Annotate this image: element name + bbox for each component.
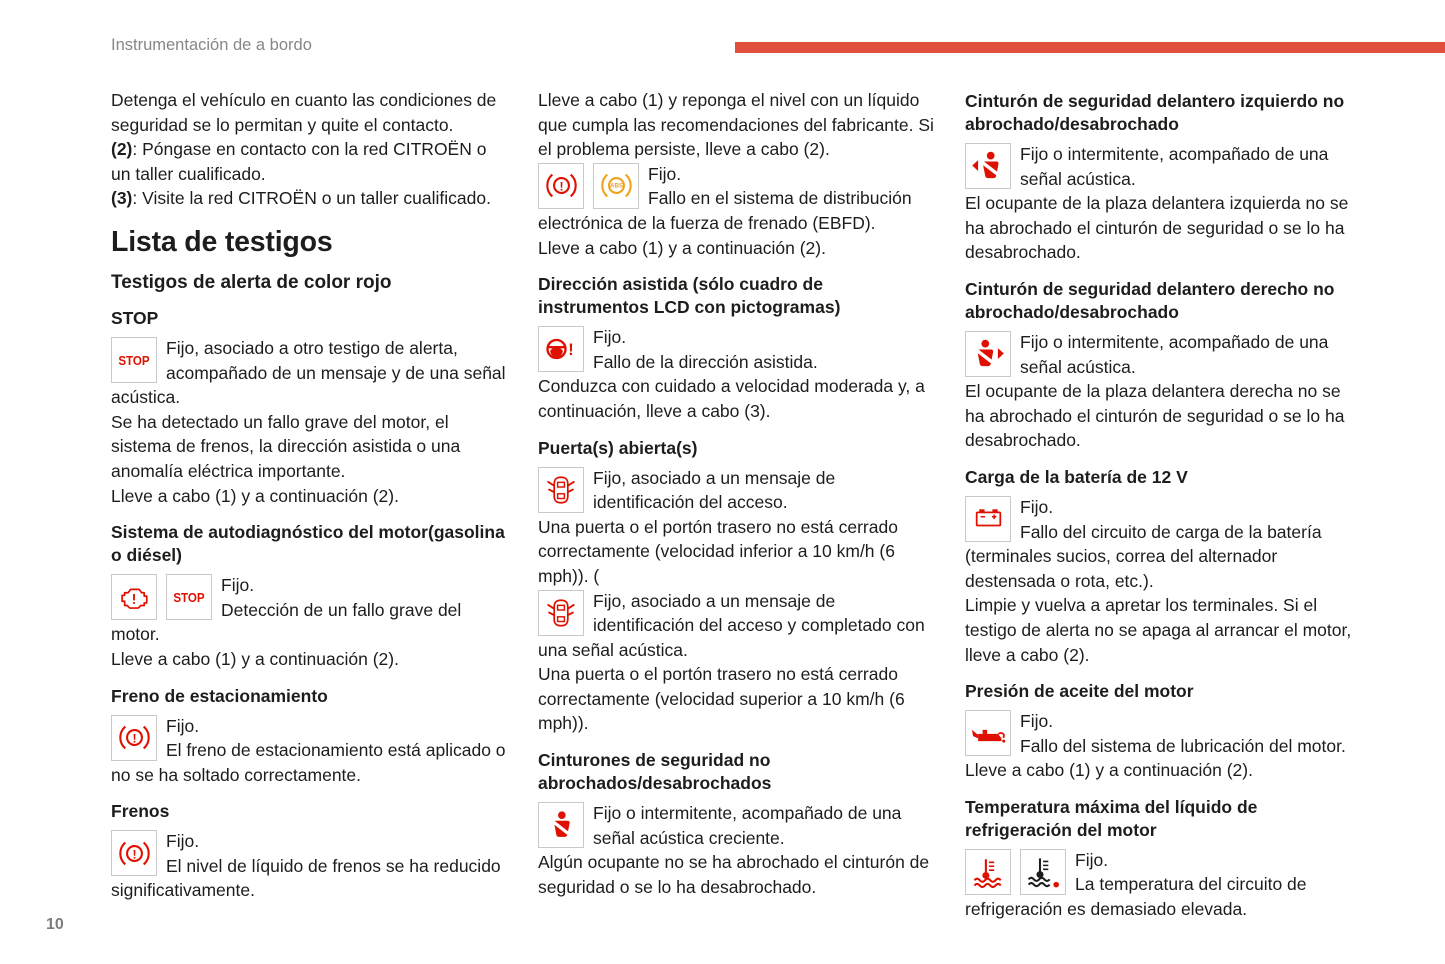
engine-icon (111, 574, 157, 620)
column-middle (538, 88, 934, 922)
paragraph-text: : Póngase en contacto con la red CITROËN o un taller cualificado. (111, 139, 487, 184)
paragraph-text: Lleve a cabo (1) y a continuación (2). (538, 237, 826, 258)
warning-lamp-entry: Fijo o intermitente, acompañado de una señal acústica. (965, 330, 1357, 379)
brake-warning-icon (111, 715, 157, 761)
warning-lamp-entry: Fijo. La temperatura del circuito de refrigeración es demasiado elevada. (965, 849, 1307, 920)
body-paragraph (965, 379, 1357, 453)
paragraph-text: El ocupante de la plaza delantera izquierda no se ha abrochado el cinturón de seguridad o se lo ha desabrochado. (965, 193, 1349, 263)
bold-reference: (2) (111, 139, 133, 160)
section-heading: STOP (111, 307, 159, 328)
page-number: 10 (46, 916, 64, 933)
oil-pressure-icon (965, 710, 1011, 756)
seatbelt-left-icon (965, 143, 1011, 189)
paragraph-text: Algún ocupante no se ha abrochado el cinturón de seguridad o se lo ha desabrochado. (538, 852, 930, 897)
section-heading: Temperatura máxima del líquido de refrigeración del motor (965, 796, 1258, 840)
brake-warning-icon (111, 830, 157, 876)
steering-failure-icon (538, 326, 584, 372)
page-title: Lista de testigos (111, 225, 333, 258)
body-paragraph (111, 410, 507, 484)
warning-lamp-entry: Fijo. Fallo del circuito de carga de la batería (terminales sucios, correa del alternador destensada o rota, etc.). (965, 496, 1322, 591)
paragraph-text: Limpie y vuelva a apretar los terminales. Si el testigo de alerta no se apaga al arrancar el motor, lleve a cabo (2). (965, 595, 1352, 665)
paragraph-text: Lleve a cabo (1) y a continuación (2). (111, 485, 399, 506)
body-paragraph (111, 484, 507, 509)
warning-lamp-entry: STOP Fijo. Detección de un fallo grave del motor. (111, 575, 462, 645)
seatbelt-right-icon (965, 331, 1011, 377)
paragraph-text: Se ha detectado un fallo grave del motor, el sistema de frenos, la dirección asistida o una anomalía eléctrica importante. (111, 411, 461, 481)
warning-lamp-entry: Fijo, asociado a un mensaje de identificación del acceso. (538, 466, 934, 515)
svg-text:ABS: ABS (609, 182, 623, 190)
svg-text:!: ! (558, 179, 564, 194)
section-heading: Cinturón de seguridad delantero derecho no abrochado/desabrochado (965, 278, 1335, 322)
body-paragraph (111, 647, 507, 672)
warning-lamp-entry: Fijo, asociado a un mensaje de identificación del acceso y completado con una señal acústica. (538, 590, 925, 660)
coolant-temp-red-icon (965, 849, 1011, 895)
warning-lamp-entry: Fijo. Fallo del sistema de lubricación del motor. (965, 709, 1357, 758)
warning-lamp-entry: ! Fijo. El freno de estacionamiento está aplicado o no se ha soltado correctamente. (111, 715, 506, 785)
door-open-icon (538, 590, 584, 636)
page-header-label: Instrumentación de a bordo (111, 36, 312, 54)
body-paragraph (538, 236, 934, 261)
stop-icon (166, 574, 212, 620)
warning-lamp-entry: ! Fijo. El nivel de líquido de frenos se ha reducido significativamente. (111, 831, 501, 901)
section-heading: Freno de estacionamiento (111, 685, 328, 706)
svg-text:STOP: STOP (173, 590, 205, 606)
section-heading: Carga de la batería de 12 V (965, 466, 1188, 487)
header-accent-bar (735, 42, 1445, 53)
section-heading: Presión de aceite del motor (965, 681, 1194, 702)
section-heading: Dirección asistida (sólo cuadro de instrumentos LCD con pictogramas) (538, 274, 841, 318)
svg-text:!: ! (131, 847, 137, 862)
body-paragraph (965, 191, 1357, 265)
door-open-icon (538, 467, 584, 513)
body-paragraph (965, 758, 1357, 783)
body-paragraph (538, 662, 934, 736)
column-right (965, 88, 1357, 922)
warning-lamp-entry: ! Fijo. Fallo de la dirección asistida. (538, 325, 934, 374)
abs-icon (593, 163, 639, 209)
warning-lamp-entry: STOP Fijo, asociado a otro testigo de alerta, acompañado de un mensaje y de una señal acústica. (111, 337, 506, 408)
svg-text:STOP: STOP (118, 353, 150, 369)
content-columns (111, 88, 1357, 922)
section-heading: Cinturones de seguridad no abrochados/desabrochados (538, 750, 772, 794)
paragraph-text: Una puerta o el portón trasero no está cerrado correctamente (velocidad inferior a 10 km/h (6 mph)). ( (538, 516, 898, 586)
bold-reference: (3) (111, 188, 133, 209)
warning-lamp-entry: Fijo o intermitente, acompañado de una señal acústica. (965, 142, 1357, 191)
paragraph-text: Lleve a cabo (1) y a continuación (2). (111, 648, 399, 669)
coolant-temp-black-icon (1020, 849, 1066, 895)
battery-icon (965, 496, 1011, 542)
body-paragraph (111, 186, 507, 211)
body-paragraph (111, 137, 507, 186)
body-paragraph (538, 374, 934, 423)
section-heading: Cinturón de seguridad delantero izquierdo no abrochado/desabrochado (965, 91, 1345, 134)
paragraph-text: Una puerta o el portón trasero no está cerrado correctamente (velocidad superior a 10 km/h (6 mph)). (538, 664, 905, 734)
paragraph-text: Conduzca con cuidado a velocidad moderada y, a continuación, lleve a cabo (3). (538, 376, 925, 421)
stop-icon (111, 337, 157, 383)
brake-warning-icon (538, 163, 584, 209)
body-paragraph (538, 850, 934, 899)
paragraph-text: Lleve a cabo (1) y reponga el nivel con un líquido que cumpla las recomendaciones del fabricante. Si el problema persiste, lleve a cabo (2). (538, 90, 934, 160)
svg-text:!: ! (568, 341, 574, 360)
paragraph-text: Lleve a cabo (1) y a continuación (2). (965, 760, 1253, 781)
subsection-title: Testigos de alerta de color rojo (111, 271, 392, 293)
seatbelt-icon (538, 802, 584, 848)
warning-lamp-entry: Fijo o intermitente, acompañado de una señal acústica creciente. (538, 801, 934, 850)
section-heading: Frenos (111, 801, 170, 822)
body-paragraph (965, 593, 1357, 667)
body-paragraph (111, 88, 507, 137)
warning-lamp-entry: ! ABS Fijo. Fallo en el sistema de distribución electrónica de la fuerza de frenado (EBFD). (538, 163, 912, 233)
svg-text:!: ! (131, 731, 137, 746)
column-left (111, 88, 507, 922)
body-paragraph (538, 515, 934, 589)
section-heading: Sistema de autodiagnóstico del motor(gasolina o diésel) (111, 522, 505, 566)
paragraph-text: El ocupante de la plaza delantera derecha no se ha abrochado el cinturón de seguridad o se lo ha desabrochado. (965, 381, 1345, 451)
paragraph-text: Detenga el vehículo en cuanto las condiciones de seguridad se lo permitan y quite el contacto. (111, 90, 497, 135)
section-heading: Puerta(s) abierta(s) (538, 437, 698, 458)
body-paragraph (538, 88, 934, 162)
paragraph-text: : Visite la red CITROËN o un taller cualificado. (132, 188, 491, 209)
